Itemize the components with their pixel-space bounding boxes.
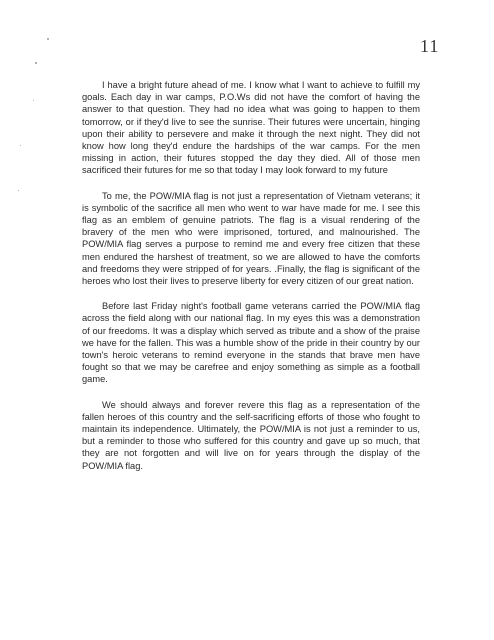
essay-paragraph: Before last Friday night's football game veterans carried the POW/MIA flag across the field along with our national flag. In my eyes this was a demonstration of our freedoms. It was a display which served as tribute and a show of the praise we have for the fallen. This was a humble show of the pride in their country by our town's heroic veterans to remind everyone in the stands that brave men have fought so that we may be carefree and enjoy something as simple as a football game. bbox=[82, 301, 420, 385]
scan-speck bbox=[33, 100, 34, 101]
essay-paragraph: I have a bright future ahead of me. I know what I want to achieve to fulfill my goals. Each day in war camps, P.O.Ws did not have the comfort of having the answer to that question. They had no idea what was going to happen to them tomorrow, or if they'd live to see the sunrise. Their futures were uncertain, hinging upon their ability to persevere and make it through the next night. They did not know how long they'd endure the hardships of the war camps. For the men missing in action, their futures stopped the day they died. All of those men sacrificed their futures for me so that today I may look forward to my future bbox=[82, 80, 420, 176]
scan-speck bbox=[47, 38, 49, 40]
essay-paragraph: We should always and forever revere this flag as a representation of the fallen heroes of this country and the self-sacrificing efforts of those who fought to maintain its independence. Ultimately, the POW/MIA is not just a reminder to us, but a reminder to those who suffered for this country and gave up so much, that they are not forgotten and will live on for years through the display of the POW/MIA flag. bbox=[82, 399, 420, 471]
scan-speck bbox=[35, 62, 37, 64]
scan-speck bbox=[20, 145, 21, 146]
essay-paragraph: To me, the POW/MIA flag is not just a representation of Vietnam veterans; it is symbolic of the sacrifice all men who went to war have made for me. I see this flag as an emblem of genuine patriots. The flag is a visual rendering of the bravery of the men who were imprisoned, tortured, and malnourished. The POW/MIA flag serves a purpose to remind me and every free citizen that these men endured the harshest of treatment, so we are allowed to have the comforts and freedoms they were stripped of for years. .Finally, the flag is significant of the heroes who lost their lives to preserve liberty for every citizen of our great nation. bbox=[82, 190, 420, 287]
page-number: 11 bbox=[420, 36, 440, 56]
scan-speck bbox=[18, 190, 19, 191]
essay-body bbox=[82, 79, 420, 485]
